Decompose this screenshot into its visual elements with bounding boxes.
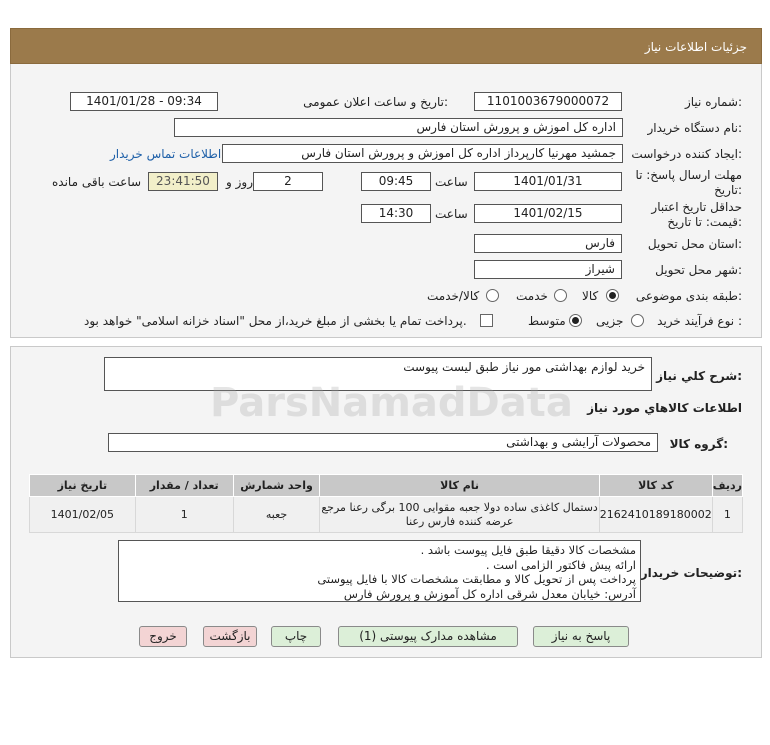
payment-note: پرداخت تمام یا بخشی از مبلغ خرید،از محل "اسناد خزانه اسلامی" خواهد بود. — [84, 314, 467, 328]
remaining-time-field: 23:41:50 — [148, 172, 218, 191]
cell-name-line1: دستمال کاغذی ساده دولا جعبه مقوایی 100 برگی رعنا مرجع — [321, 500, 598, 514]
category-radio-goods-service[interactable] — [486, 289, 499, 302]
cell-code: 2162410189180002 — [599, 497, 712, 533]
cell-row: 1 — [712, 497, 742, 533]
contact-info-link[interactable]: اطلاعات تماس خریدار — [110, 147, 222, 161]
requester-field[interactable]: جمشید مهرنیا کارپرداز اداره کل اموزش و پرورش استان فارس — [222, 144, 623, 163]
print-button[interactable]: چاپ — [271, 626, 321, 647]
category-label: طبقه بندی موضوعی: — [635, 289, 742, 303]
col-code: کد کالا — [599, 475, 712, 497]
remaining-label: ساعت باقی مانده — [52, 175, 142, 189]
announce-field[interactable]: 1401/01/28 - 09:34 — [70, 92, 218, 111]
treasury-checkbox[interactable] — [480, 314, 493, 327]
buyer-note-line: پرداخت پس از تحویل کالا و مطابقت مشخصات کالا با فایل پیوستی — [317, 572, 636, 586]
process-radio-minor[interactable] — [631, 314, 644, 327]
page-header — [10, 28, 762, 64]
requester-label: ایجاد کننده درخواست: — [631, 147, 742, 161]
table-row[interactable] — [30, 497, 743, 533]
category-radio-goods[interactable] — [606, 289, 619, 302]
process-label: نوع فرآیند خرید : — [657, 314, 742, 328]
back-button[interactable]: بازگشت — [203, 626, 257, 647]
process-radio-medium[interactable] — [569, 314, 582, 327]
table-header-row — [30, 475, 743, 497]
buyer-notes-field[interactable] — [118, 540, 641, 602]
days-label: روز و — [226, 175, 253, 189]
buyer-org-field[interactable]: اداره کل اموزش و پرورش استان فارس — [174, 118, 623, 137]
goods-info-title: اطلاعات کالاهاي مورد نياز — [587, 401, 742, 415]
category-option-goods-service: کالا/خدمت — [427, 289, 480, 303]
city-field[interactable]: شیراز — [474, 260, 622, 279]
col-name: نام کالا — [320, 475, 599, 497]
summary-field[interactable]: خرید لوازم بهداشتی مور نیاز طبق لیست پیوست — [104, 357, 652, 391]
category-option-goods: کالا — [582, 289, 599, 303]
col-row: ردیف — [712, 475, 742, 497]
province-field[interactable]: فارس — [474, 234, 622, 253]
reply-time-field[interactable]: 09:45 — [361, 172, 431, 191]
cell-name-line2: عرضه کننده فارس رعنا — [405, 514, 514, 528]
attachments-button[interactable]: مشاهده مدارک پیوستی (1) — [338, 626, 518, 647]
need-number-field[interactable]: 1101003679000072 — [474, 92, 622, 111]
process-option-minor: جزیی — [596, 314, 624, 328]
exit-button[interactable]: خروج — [139, 626, 187, 647]
buyer-note-line: مشخصات کالا دقیقا طبق فایل پیوست باشد . — [420, 543, 636, 557]
price-time-field[interactable]: 14:30 — [361, 204, 431, 223]
buyer-org-label: نام دستگاه خریدار: — [647, 121, 742, 135]
page-title: جزئیات اطلاعات نیاز — [644, 40, 747, 54]
cell-qty: 1 — [135, 497, 233, 533]
buyer-note-line: آدرس: خیابان معدل شرقی اداره کل آموزش و پرورش فارس — [343, 586, 636, 601]
price-date-field[interactable]: 1401/02/15 — [474, 204, 622, 223]
reply-button[interactable]: پاسخ به نیاز — [533, 626, 629, 647]
category-option-service: خدمت — [516, 289, 548, 303]
process-option-medium: متوسط — [528, 314, 566, 328]
need-number-label: شماره نیاز: — [684, 95, 742, 109]
col-unit: واحد شمارش — [233, 475, 320, 497]
cell-date: 1401/02/05 — [30, 497, 136, 533]
goods-group-label: گروه کالا: — [669, 437, 728, 451]
cell-name — [320, 497, 599, 533]
reply-time-label: ساعت — [435, 175, 468, 189]
buyer-note-line: ارائه پیش فاکتور الزامی است . — [485, 557, 636, 572]
col-qty: تعداد / مقدار — [135, 475, 233, 497]
province-label: استان محل تحویل: — [647, 237, 742, 251]
price-time-label: ساعت — [435, 207, 468, 221]
items-table — [29, 474, 743, 533]
reply-date-field[interactable]: 1401/01/31 — [474, 172, 622, 191]
reply-deadline-label: مهلت ارسال پاسخ: تا تاریخ: — [635, 168, 742, 197]
goods-group-field[interactable]: محصولات آرایشی و بهداشتی — [108, 433, 658, 452]
city-label: شهر محل تحویل: — [655, 263, 742, 277]
price-validity-label: حداقل تاریخ اعتبار قیمت: تا تاریخ: — [651, 200, 742, 229]
col-date: تاریخ نیاز — [30, 475, 136, 497]
buyer-notes-label: توضیحات خریدار: — [640, 566, 742, 580]
cell-unit: جعبه — [233, 497, 320, 533]
category-radio-service[interactable] — [554, 289, 567, 302]
days-field[interactable]: 2 — [253, 172, 323, 191]
summary-label: شرح کلي نياز: — [656, 369, 742, 383]
announce-label: تاریخ و ساعت اعلان عمومی: — [303, 95, 448, 109]
watermark-logo: ParsNamadData — [210, 380, 573, 426]
